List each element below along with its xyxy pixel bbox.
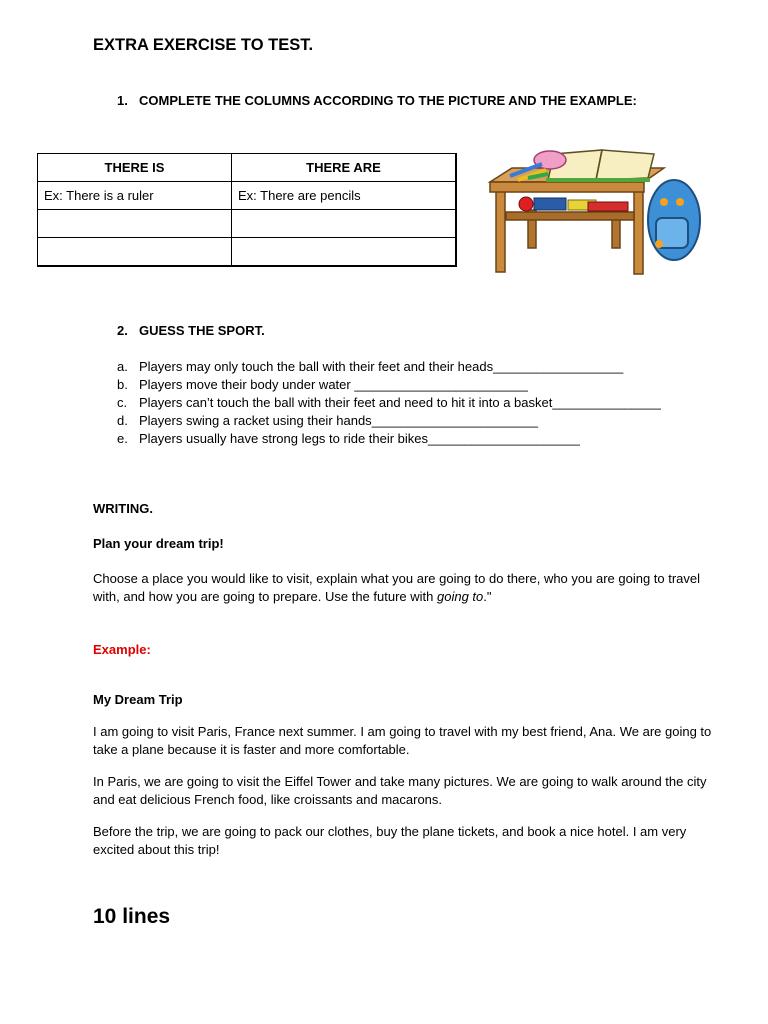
columns-table: [37, 153, 457, 267]
table-header-row: [38, 154, 457, 182]
page-title: EXTRA EXERCISE TO TEST.: [93, 36, 314, 54]
header-there-are: THERE ARE: [232, 154, 457, 182]
example-paragraph-2: In Paris, we are going to visit the Eiffel Tower and take many pictures. We are going to walk around the city and eat delicious French food, like croissants and macarons.: [93, 774, 707, 807]
writing-subheading: Plan your dream trip!: [93, 536, 224, 551]
list-item: [117, 412, 661, 430]
table-cell[interactable]: [38, 238, 232, 266]
table-cell[interactable]: [38, 210, 232, 238]
example-paragraph-3: Before the trip, we are going to pack our clothes, buy the plane tickets, and book a nice hotel. I am very excited about this trip!: [93, 824, 687, 857]
table-row: [38, 182, 457, 210]
item-text: Players can’t touch the ball with their feet and need to hit it into a basket_______________: [139, 395, 661, 410]
question-1-number: 1.: [117, 93, 128, 108]
sport-list: [117, 358, 661, 448]
table-row: [38, 210, 457, 238]
question-1-heading: [117, 93, 637, 108]
list-item: [117, 376, 661, 394]
item-letter: b.: [117, 377, 128, 392]
table-cell: Ex: There is a ruler: [38, 182, 232, 210]
example-paragraph-1: I am going to visit Paris, France next summer. I am going to travel with my best friend, Ana. We are going to take a plane because it is faster and more comfortable.: [93, 724, 712, 757]
instructions-end: .": [483, 589, 492, 604]
question-2-number: 2.: [117, 323, 128, 338]
instructions-italic: going to: [436, 589, 484, 604]
list-item: [117, 394, 661, 412]
question-2-text: GUESS THE SPORT.: [139, 323, 265, 338]
question-2-heading: [117, 323, 265, 338]
example-label: Example:: [93, 642, 151, 657]
item-text: Players move their body under water ________________________: [139, 377, 528, 392]
item-letter: c.: [117, 395, 128, 410]
question-1-text: COMPLETE THE COLUMNS ACCORDING TO THE PICTURE AND THE EXAMPLE:: [139, 93, 637, 108]
item-text: Players may only touch the ball with their feet and their heads__________________: [139, 359, 624, 374]
list-item: [117, 430, 661, 448]
item-letter: d.: [117, 413, 128, 428]
item-text: Players swing a racket using their hands_______________________: [139, 413, 538, 428]
item-letter: a.: [117, 359, 128, 374]
item-text: Players usually have strong legs to ride their bikes_____________________: [139, 431, 580, 446]
item-letter: e.: [117, 431, 128, 446]
lines-label: 10 lines: [93, 905, 171, 928]
example-title: My Dream Trip: [93, 692, 183, 707]
table-row: [38, 238, 457, 266]
writing-heading: WRITING.: [93, 501, 153, 516]
school-desk-illustration: [484, 140, 706, 280]
table-cell: Ex: There are pencils: [232, 182, 457, 210]
header-there-is: THERE IS: [38, 154, 232, 182]
instructions-text: Choose a place you would like to visit, explain what you are going to do there, who you are going to travel with, and how you are going to prepare. Use the future with: [93, 571, 701, 604]
list-item: [117, 358, 661, 376]
table-cell[interactable]: [232, 238, 457, 266]
writing-instructions: [93, 570, 723, 606]
table-cell[interactable]: [232, 210, 457, 238]
